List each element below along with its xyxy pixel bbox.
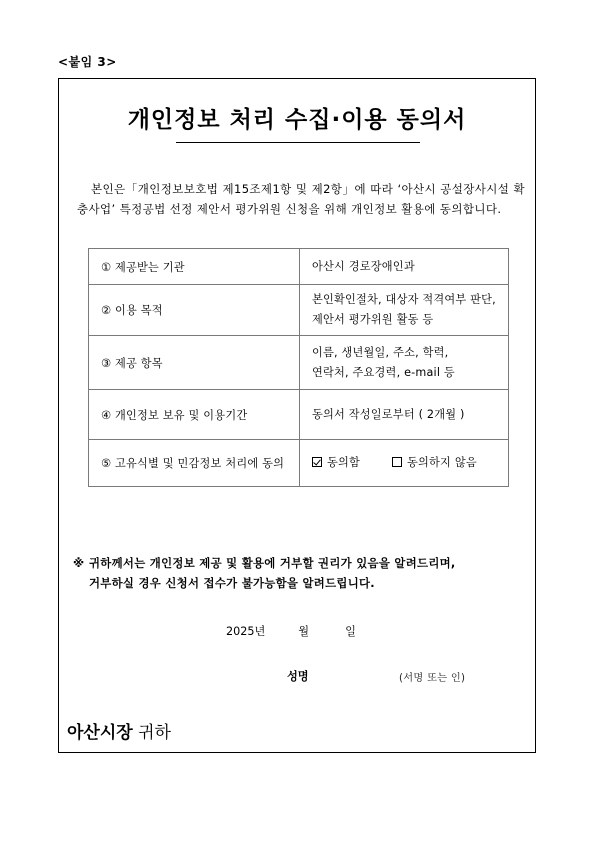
reference-mark-icon: ※ bbox=[73, 556, 85, 570]
disagree-label: 동의하지 않음 bbox=[407, 456, 477, 469]
table-row bbox=[89, 440, 509, 487]
title-underline bbox=[176, 142, 420, 143]
consent-options bbox=[300, 440, 509, 487]
intro-paragraph: 본인은「개인정보보호법 제15조제1항 및 제2항」에 따라 ‘아산시 공설장사시설 확충사업’ 특정공법 선정 제안서 평가위원 신청을 위해 개인정보 활용에 동의합니다. bbox=[77, 182, 525, 216]
row-value bbox=[300, 336, 509, 390]
table-row bbox=[89, 336, 509, 390]
addressee-name: 아산시장 bbox=[67, 723, 133, 743]
date-line bbox=[226, 623, 356, 639]
rights-notice bbox=[73, 553, 535, 593]
agree-label: 동의함 bbox=[327, 456, 361, 469]
notice-text: 귀하께서는 개인정보 제공 및 활용에 거부할 권리가 있음을 알려드리며, bbox=[89, 556, 456, 570]
checked-box-icon[interactable] bbox=[312, 457, 322, 467]
row-label: ① 제공받는 기관 bbox=[89, 249, 300, 285]
attachment-label: <붙임 3> bbox=[58, 55, 117, 69]
row-label: ⑤ 고유식별 및 민감정보 처리에 동의 bbox=[89, 440, 300, 487]
table-row bbox=[89, 249, 509, 285]
value-line: 본인확인절차, 대상자 적격여부 판단, bbox=[312, 293, 496, 306]
date-year: 2025년 bbox=[226, 625, 266, 638]
document-title: 개인정보 처리 수집·이용 동의서 bbox=[127, 107, 467, 133]
signature-note: (서명 또는 인) bbox=[399, 673, 466, 684]
date-day: 일 bbox=[345, 625, 356, 638]
table-row bbox=[89, 390, 509, 440]
value-line: 연락처, 주요경력, e-mail 등 bbox=[312, 365, 455, 379]
row-label: ② 이용 목적 bbox=[89, 285, 300, 336]
addressee bbox=[67, 718, 171, 743]
row-value bbox=[300, 285, 509, 336]
notice-line bbox=[73, 553, 535, 573]
agree-option[interactable] bbox=[312, 456, 360, 469]
signature-label: 성명 bbox=[287, 670, 309, 683]
row-value: 동의서 작성일로부터 ( 2개월 ) bbox=[300, 390, 509, 440]
consent-form bbox=[58, 78, 536, 753]
notice-line: 거부하실 경우 신청서 접수가 불가능함을 알려드립니다. bbox=[89, 576, 375, 590]
consent-info-table bbox=[88, 248, 509, 487]
row-value: 아산시 경로장애인과 bbox=[300, 249, 509, 285]
addressee-suffix: 귀하 bbox=[138, 723, 171, 743]
table-row bbox=[89, 285, 509, 336]
disagree-option[interactable] bbox=[392, 456, 477, 469]
row-label: ④ 개인정보 보유 및 이용기간 bbox=[89, 390, 300, 440]
empty-box-icon[interactable] bbox=[392, 457, 402, 467]
row-label: ③ 제공 항목 bbox=[89, 336, 300, 390]
value-line: 이름, 생년월일, 주소, 학력, bbox=[312, 345, 449, 359]
date-month: 월 bbox=[298, 625, 310, 638]
value-line: 제안서 평가위원 활동 등 bbox=[312, 313, 434, 326]
